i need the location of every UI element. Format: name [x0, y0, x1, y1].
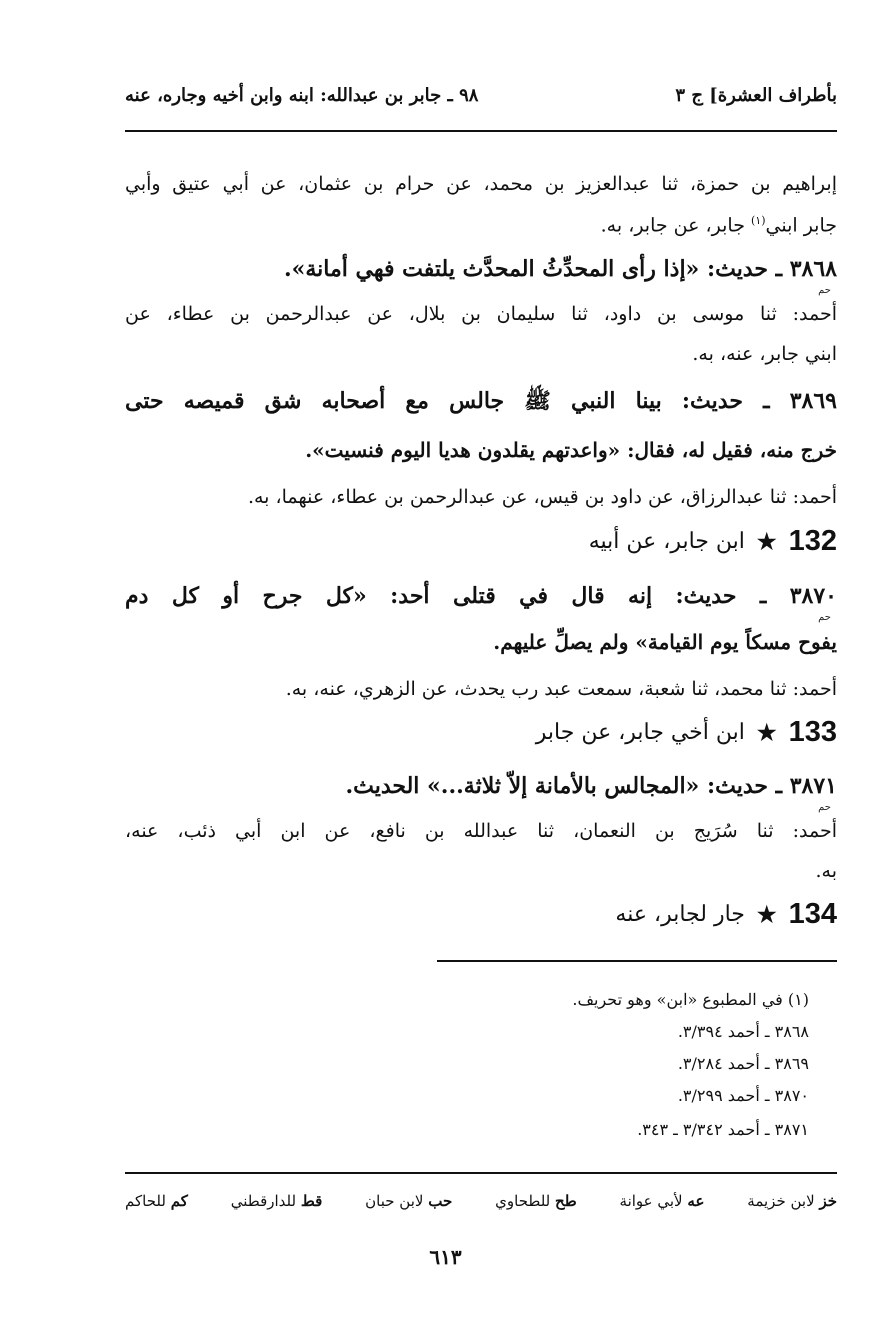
- star-icon: ★: [756, 528, 777, 555]
- isnad-line: أحمد: ثنا عبدالرزاق، عن داود بن قيس، عن عبدالرحمن بن عطاء، عنهما، به.: [247, 486, 837, 508]
- footnote-rule: [437, 960, 837, 962]
- star-icon: ★: [756, 901, 777, 928]
- star-icon: ★: [756, 719, 777, 746]
- abbr-item: عه لأبي عوانة: [619, 1192, 705, 1210]
- running-head-right: بأطراف العشرة] ج ٣: [675, 85, 837, 106]
- abbr-item: طح للطحاوي: [495, 1192, 577, 1210]
- section-number: 132: [788, 525, 837, 557]
- hadith-heading-3869-cont: خرج منه، فقيل له، فقال: «واعدتهم يقلدون هديا اليوم فنسيت».: [305, 438, 837, 462]
- section-number: 133: [788, 716, 837, 748]
- running-head: [125, 85, 837, 115]
- isnad-line: ابني جابر، عنه، به.: [692, 343, 837, 365]
- isnad-line: أحمد: ثنا موسى بن داود، ثنا سليمان بن بلال، عن عبدالرحمن بن عطاء، عن: [125, 303, 837, 325]
- hadith-heading-3870: ٣٨٧٠ ـ حديث: إنه قال في قتلى أحد: «كل جرح أو كل دم: [125, 583, 837, 609]
- reference-3868: ٣٨٦٨ ـ أحمد ٣/٣٩٤.: [677, 1022, 809, 1041]
- reference-3870: ٣٨٧٠ ـ أحمد ٣/٢٩٩.: [677, 1086, 809, 1105]
- abbr-item: حب لابن حبان: [365, 1192, 453, 1210]
- abbr-item: كم للحاكم: [125, 1192, 188, 1210]
- paragraph-text: جابر، عن جابر، به.: [600, 214, 751, 237]
- section-heading-132: [589, 527, 837, 556]
- isnad-line: به.: [815, 860, 837, 882]
- section-title: ابن جابر، عن أبيه: [588, 528, 745, 554]
- section-heading-133: [536, 718, 837, 747]
- isnad-line: أحمد: ثنا سُرَيج بن النعمان، ثنا عبدالله بن نافع، عن ابن أبي ذئب، عنه،: [125, 820, 837, 842]
- abbreviation-legend: [125, 1192, 837, 1210]
- footnote-1: (١) في المطبوع «ابن» وهو تحريف.: [572, 990, 809, 1009]
- source-mark: حم: [818, 285, 831, 296]
- page-number: ٦١٣: [429, 1245, 462, 1269]
- source-mark: حم: [818, 612, 831, 623]
- hadith-heading-3868: ٣٨٦٨ ـ حديث: «إذا رأى المحدِّثُ المحدَّث يلتفت فهي أمانة».: [283, 256, 837, 282]
- section-number: 134: [788, 898, 837, 930]
- reference-3869: ٣٨٦٩ ـ أحمد ٣/٢٨٤.: [677, 1054, 809, 1073]
- abbr-item: خز لابن خزيمة: [747, 1192, 837, 1210]
- section-heading-134: [615, 900, 837, 929]
- hadith-heading-3870-cont: يفوح مسكاً يوم القيامة» ولم يصلِّ عليهم.: [493, 630, 837, 654]
- legend-rule: [125, 1172, 837, 1174]
- hadith-heading-3869: ٣٨٦٩ ـ حديث: بينا النبي ﷺ جالس مع أصحابه شق قميصه حتى: [125, 388, 837, 414]
- header-rule: [125, 130, 837, 132]
- hadith-heading-3871: ٣٨٧١ ـ حديث: «المجالس بالأمانة إلاّ ثلاثة...» الحديث.: [345, 773, 837, 799]
- section-title: ابن أخي جابر، عن جابر: [535, 719, 745, 745]
- paragraph-line: إبراهيم بن حمزة، ثنا عبدالعزيز بن محمد، عن حرام بن عثمان، عن أبي عتيق وأبي: [125, 173, 837, 195]
- reference-3871: ٣٨٧١ ـ أحمد ٣/٣٤٢ ـ ٣٤٣.: [637, 1120, 809, 1139]
- footnote-marker: (١): [751, 214, 766, 227]
- paragraph-text: جابر ابني: [765, 214, 837, 237]
- source-mark: حم: [818, 802, 831, 813]
- abbr-item: قط للدارقطني: [230, 1192, 323, 1210]
- paragraph-line: [601, 215, 837, 235]
- section-title: جار لجابر، عنه: [615, 901, 745, 927]
- isnad-line: أحمد: ثنا محمد، ثنا شعبة، سمعت عبد رب يحدث، عن الزهري، عنه، به.: [285, 678, 837, 700]
- running-head-left: ٩٨ ـ جابر بن عبدالله: ابنه وابن أخيه وجاره، عنه: [125, 85, 479, 106]
